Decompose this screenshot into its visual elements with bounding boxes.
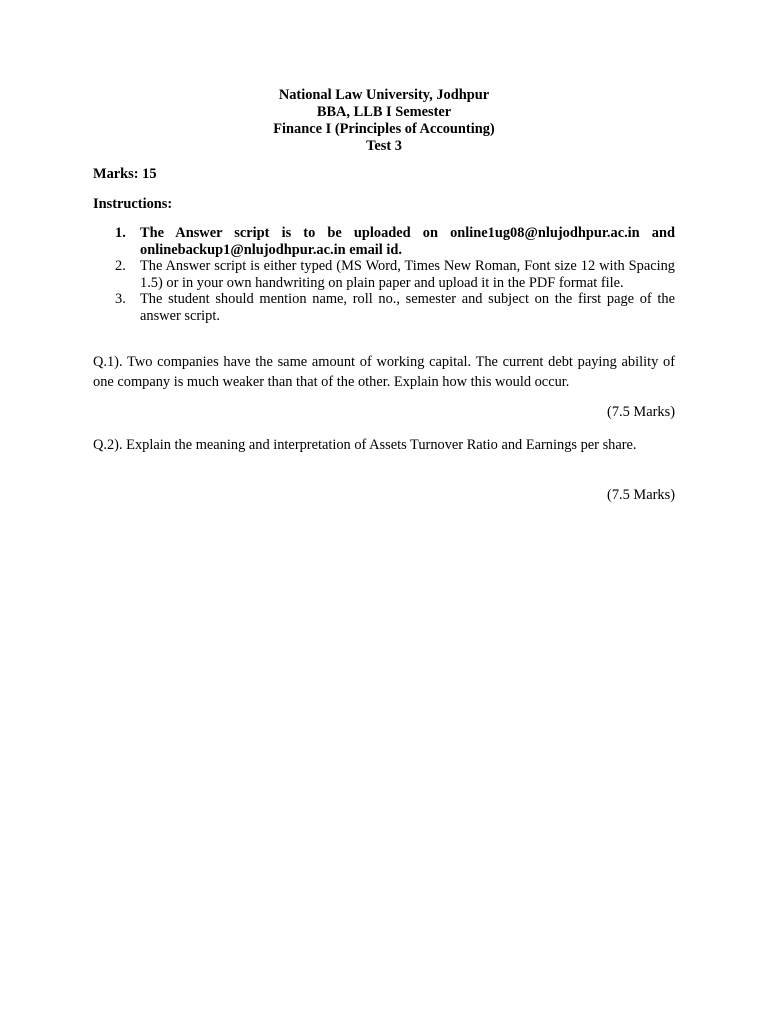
instruction-item [93, 258, 675, 291]
instruction-number: 1. [115, 225, 126, 241]
subject-title: Finance I (Principles of Accounting) [273, 121, 495, 137]
instruction-number: 3. [115, 291, 126, 307]
total-marks: Marks: 15 [93, 166, 157, 182]
question-1: Q.1). Two companies have the same amount of working capital. The current debt paying ability of one company is much weaker than that of the other. Explain how this would occur. [93, 354, 675, 390]
instruction-item [93, 291, 675, 324]
test-title: Test 3 [366, 138, 402, 154]
instruction-text: The Answer script is to be uploaded on online1ug08@nlujodhpur.ac.in and onlinebackup1@nlujodhpur.ac.in email id. [140, 225, 675, 258]
question-1-marks: (7.5 Marks) [607, 404, 675, 420]
instruction-item [93, 225, 675, 258]
document-header [0, 87, 768, 155]
instruction-text: The student should mention name, roll no., semester and subject on the first page of the answer script. [140, 291, 675, 324]
instruction-number: 2. [115, 258, 126, 274]
instructions-list [93, 225, 675, 324]
question-2-marks: (7.5 Marks) [607, 487, 675, 503]
instructions-heading: Instructions: [93, 196, 173, 212]
question-2: Q.2). Explain the meaning and interpretation of Assets Turnover Ratio and Earnings per share. [93, 437, 637, 453]
course-semester: BBA, LLB I Semester [316, 104, 452, 120]
instruction-text: The Answer script is either typed (MS Word, Times New Roman, Font size 12 with Spacing 1.5) or in your own handwriting on plain paper and upload it in the PDF format file. [140, 258, 675, 291]
university-name: National Law University, Jodhpur [278, 87, 490, 103]
